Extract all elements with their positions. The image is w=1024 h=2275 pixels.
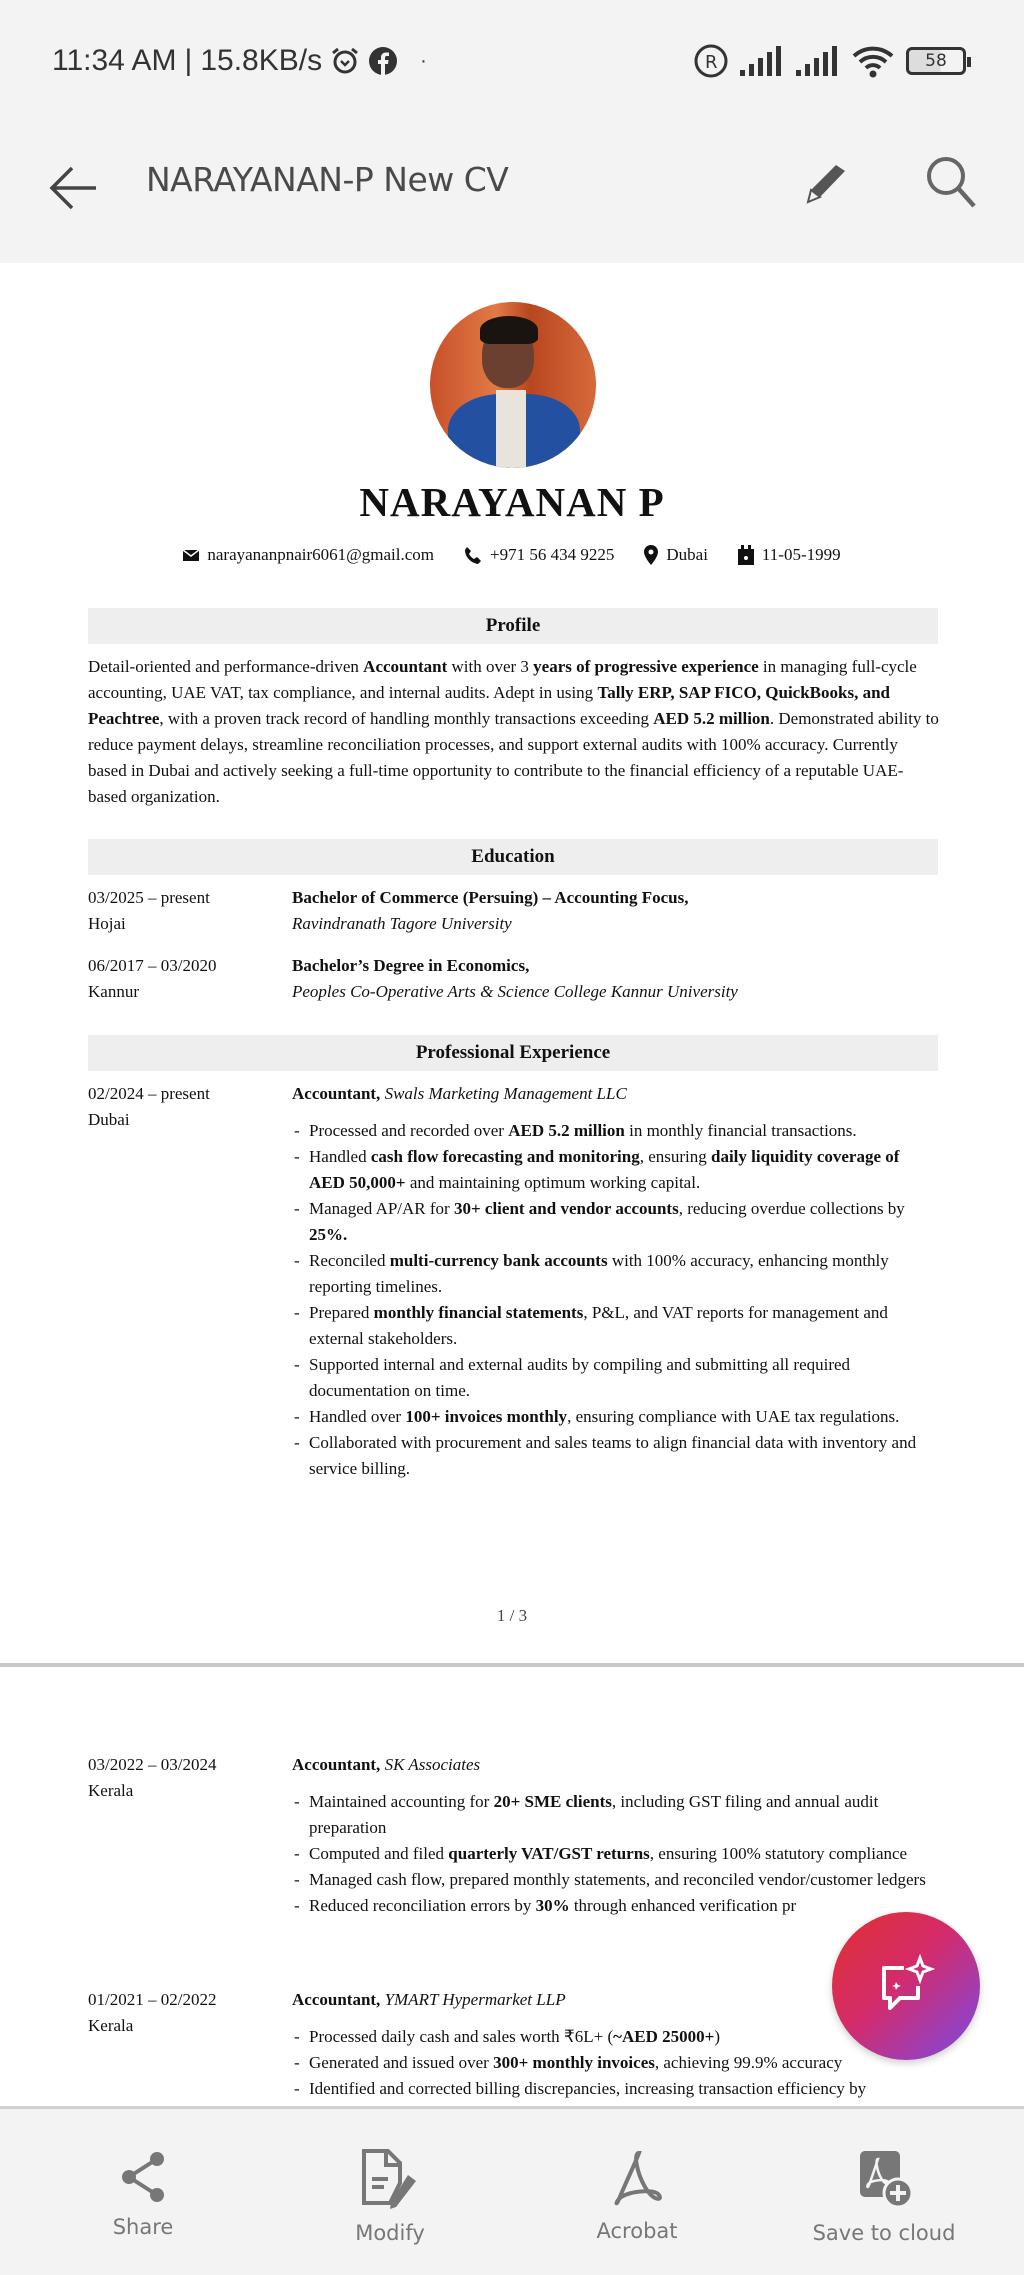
dot-icon: ·: [420, 49, 427, 72]
phone[interactable]: +971 56 434 9225: [490, 545, 615, 564]
bullet-item: [292, 1196, 932, 1248]
bullet-item: [292, 1404, 932, 1430]
bullet-item: [292, 1352, 932, 1404]
dates: 03/2025 – present: [88, 888, 210, 907]
place: Kerala: [88, 1781, 134, 1800]
bold-text: monthly financial statements: [373, 1303, 584, 1322]
bullet-item: [292, 2050, 932, 2076]
location-pin-icon: [644, 545, 658, 565]
text: ): [714, 2027, 720, 2046]
bold-text: quarterly VAT/GST returns: [448, 1844, 650, 1863]
bold-text: ~AED 25000+: [613, 2027, 715, 2046]
place: Hojai: [88, 914, 126, 933]
battery-level: 58: [925, 51, 947, 71]
section-header-experience: Professional Experience: [88, 1035, 938, 1071]
alarm-icon: [330, 46, 360, 76]
edit-pencil-icon[interactable]: [800, 156, 852, 208]
share-label: Share: [112, 2215, 174, 2239]
job-dates: [88, 1987, 216, 2039]
text: Handled: [309, 1147, 371, 1166]
text: Handled over: [309, 1407, 406, 1426]
job-bullets: [292, 1118, 932, 1482]
registered-icon: [694, 44, 728, 78]
phone-icon: [464, 546, 482, 564]
wifi-icon: [852, 44, 894, 78]
text: Managed AP/AR for: [309, 1199, 454, 1218]
text: Managed cash flow, prepared monthly statements, and reconciled vendor/customer ledgers: [309, 1870, 926, 1889]
acrobat-icon: [609, 2149, 665, 2209]
svg-text:R: R: [705, 52, 718, 73]
bullet-item: [292, 1300, 932, 1352]
app-bar: [0, 120, 1024, 263]
bold-text: AED 5.2 million: [653, 709, 770, 728]
text: , achieving 99.9% accuracy: [654, 2053, 843, 2072]
bold-text: 30%: [535, 1896, 570, 1915]
text: , P&L, and VAT reports for management and external stakeholders.: [309, 1303, 888, 1348]
modify-label: Modify: [355, 2221, 425, 2245]
text: Reduced reconciliation errors by: [309, 1896, 536, 1915]
dates: 03/2022 – 03/2024: [88, 1755, 217, 1774]
role: Accountant,: [292, 1990, 381, 2009]
date-of-birth: 11-05-1999: [761, 545, 841, 564]
text: Supported internal and external audits by compiling and submitting all required documentation on time.: [309, 1355, 851, 1400]
bullet-item: [292, 1789, 932, 1841]
battery-icon: [906, 47, 966, 75]
place: Kerala: [88, 2016, 134, 2035]
page-indicator: 1 / 3: [496, 1606, 528, 1625]
text: through enhanced verification pr: [569, 1896, 797, 1915]
text: Detail-oriented and performance-driven: [88, 657, 364, 676]
bullet-item: [292, 1118, 932, 1144]
divider: |: [184, 44, 193, 77]
place: Dubai: [88, 1110, 130, 1129]
education-entry: [292, 953, 932, 1005]
text: , ensuring 100% statutory compliance: [649, 1844, 908, 1863]
job-dates: [88, 1081, 210, 1133]
text: in monthly financial transactions.: [624, 1121, 857, 1140]
clock: 11:34 AM: [52, 44, 177, 77]
bullet-item: [292, 1841, 932, 1867]
text: with 100% accuracy, enhancing monthly reporting timelines.: [309, 1251, 889, 1296]
school: Peoples Co-Operative Arts & Science College Kannur University: [292, 982, 738, 1001]
text: , ensuring: [639, 1147, 711, 1166]
job-entry: [292, 1752, 932, 1919]
ai-assistant-button[interactable]: [832, 1912, 980, 2060]
bullet-item: [292, 1867, 932, 1893]
email[interactable]: narayananpnair6061@gmail.com: [207, 545, 435, 564]
role: Accountant,: [292, 1084, 381, 1103]
acrobat-button[interactable]: [537, 2149, 737, 2243]
education-dates: [88, 953, 216, 1005]
text: Reconciled: [309, 1251, 390, 1270]
text: . Demonstrated ability to reduce payment delays, streamline reconciliation processes, and support external audits with 100% accuracy. Currently based in Dubai and actively seeking a full-time opportunity to contribute to the financial efficiency of a reputable UAE-based organization.: [88, 709, 939, 806]
place: Kannur: [88, 982, 139, 1001]
text: Computed and filed: [309, 1844, 449, 1863]
text: Collaborated with procurement and sales teams to align financial data with inventory and service billing.: [309, 1433, 917, 1478]
profile-photo: [430, 302, 596, 468]
ai-chat-sparkle-icon: [874, 1954, 938, 2018]
facebook-icon: [368, 46, 398, 76]
text: Generated and issued over: [309, 2053, 494, 2072]
bullet-item: [292, 1430, 932, 1482]
contact-row: [0, 545, 1024, 565]
job-bullets: [292, 1789, 932, 1919]
job-bullets: [292, 2024, 932, 2102]
section-header-profile: Profile: [88, 608, 938, 644]
bullet-item: [292, 1893, 932, 1919]
profile-summary: [88, 654, 940, 810]
text: , including GST filing and annual audit preparation: [309, 1792, 879, 1837]
bullet-item: [292, 2024, 932, 2050]
document-title: NARAYANAN-P New CV: [146, 160, 509, 199]
dates: 01/2021 – 02/2022: [88, 1990, 217, 2009]
company: Swals Marketing Management LLC: [384, 1084, 627, 1103]
job-dates: [88, 1752, 216, 1804]
share-icon: [117, 2149, 169, 2205]
bottom-toolbar: [0, 2106, 1024, 2275]
status-bar: [0, 0, 1024, 120]
bullet-item: [292, 2076, 932, 2102]
text: Maintained accounting for: [309, 1792, 494, 1811]
degree: Bachelor of Commerce (Persuing) – Accounting Focus,: [292, 888, 689, 907]
modify-document-icon: [360, 2149, 420, 2211]
modify-button[interactable]: [290, 2149, 490, 2245]
bold-text: Accountant: [363, 657, 448, 676]
text: in managing full-cycle accounting, UAE VAT, tax compliance, and internal audits. Adept in using: [88, 657, 917, 702]
bold-text: 100+ invoices monthly: [405, 1407, 568, 1426]
text: , ensuring compliance with UAE tax regulations.: [567, 1407, 900, 1426]
role: Accountant,: [292, 1755, 381, 1774]
page-separator: [0, 1663, 1024, 1667]
degree: Bachelor’s Degree in Economics,: [292, 956, 530, 975]
email-icon: [183, 548, 199, 562]
calendar-icon: [738, 545, 754, 565]
text: Processed daily cash and sales worth ₹6L+ (: [309, 2027, 614, 2046]
company: YMART Hypermarket LLP: [384, 1990, 566, 2009]
text: , with a proven track record of handling monthly transactions exceeding: [159, 709, 654, 728]
back-arrow-icon[interactable]: [44, 160, 100, 216]
school: Ravindranath Tagore University: [292, 914, 512, 933]
text: Prepared: [309, 1303, 374, 1322]
search-icon[interactable]: [922, 152, 982, 212]
bold-text: years of progressive experience: [533, 657, 759, 676]
text: with over 3: [447, 657, 534, 676]
signal-icon: [740, 46, 784, 76]
text: , reducing overdue collections by: [678, 1199, 905, 1218]
bullet-item: [292, 1248, 932, 1300]
text: and maintaining optimum working capital.: [405, 1173, 701, 1192]
network-speed: 15.8KB/s: [200, 44, 323, 77]
save-to-cloud-icon: [852, 2149, 916, 2211]
bold-text: cash flow forecasting and monitoring: [370, 1147, 640, 1166]
bold-text: 25%.: [309, 1225, 348, 1244]
bullet-item: [292, 1144, 932, 1196]
job-entry: [292, 1081, 932, 1482]
bold-text: daily liquidity coverage of AED 50,000+: [309, 1147, 900, 1192]
bold-text: 20+ SME clients: [493, 1792, 612, 1811]
bold-text: Tally ERP, SAP FICO, QuickBooks, and Peachtree: [88, 683, 890, 728]
bold-text: 30+ client and vendor accounts: [453, 1199, 679, 1218]
education-dates: [88, 885, 210, 937]
save-to-cloud-label: Save to cloud: [812, 2221, 956, 2245]
text: Processed and recorded over: [309, 1121, 509, 1140]
bold-text: 300+ monthly invoices: [493, 2053, 655, 2072]
share-button[interactable]: [43, 2149, 243, 2239]
bold-text: multi-currency bank accounts: [389, 1251, 608, 1270]
candidate-name: NARAYANAN P: [359, 479, 665, 525]
acrobat-label: Acrobat: [596, 2219, 678, 2243]
location: Dubai: [666, 545, 708, 564]
dates: 02/2024 – present: [88, 1084, 210, 1103]
signal-icon: [796, 46, 840, 76]
text: Identified and corrected billing discrepancies, increasing transaction efficiency by: [309, 2079, 867, 2098]
section-header-education: Education: [88, 839, 938, 875]
education-entry: [292, 885, 932, 937]
dates: 06/2017 – 03/2020: [88, 956, 217, 975]
company: SK Associates: [384, 1755, 481, 1774]
save-to-cloud-button[interactable]: [784, 2149, 984, 2245]
bold-text: AED 5.2 million: [508, 1121, 625, 1140]
